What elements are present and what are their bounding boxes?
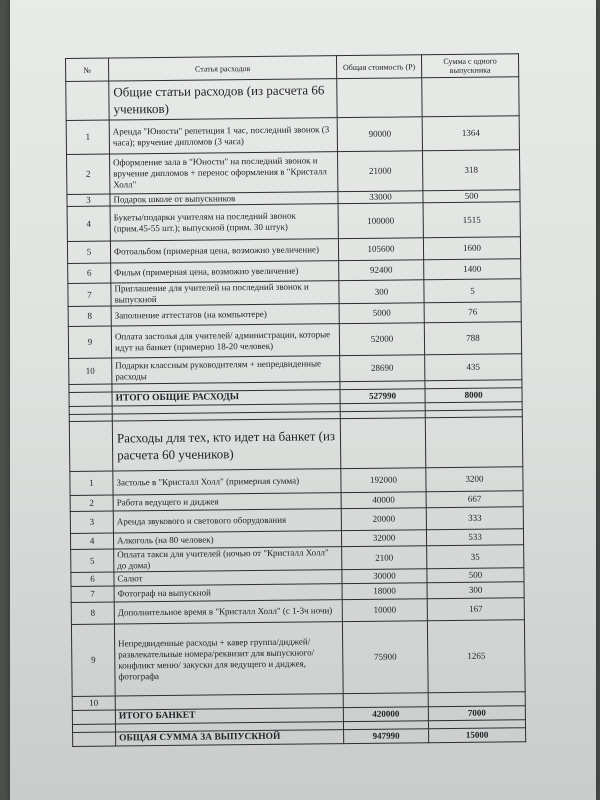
row-total-cost: 33000 xyxy=(338,191,423,204)
grand-total-cost: 947990 xyxy=(344,729,429,744)
row-number: 6 xyxy=(68,263,111,283)
row-number: 3 xyxy=(70,511,113,533)
row-number: 7 xyxy=(71,586,114,602)
cell xyxy=(69,392,112,406)
row-item: Алкоголь (на 80 человек) xyxy=(113,531,341,549)
section2-title-row xyxy=(69,417,522,472)
document-page xyxy=(65,53,526,747)
row-item: Оплата такси для учителей (ночью от "Кристалл Холл" до дома) xyxy=(114,547,342,572)
section2-total-per: 7000 xyxy=(428,706,525,721)
row-number: 6 xyxy=(71,572,114,586)
row-total-cost: 300 xyxy=(339,280,424,304)
header-num: № xyxy=(66,58,109,81)
section1-total-cost: 527990 xyxy=(340,389,425,404)
row-item: Фильм (примерная цена, возможно увеличение) xyxy=(111,261,339,283)
row-item: Фотоальбом (примерная цена, возможно увеличение) xyxy=(110,239,338,263)
row-total-cost: 52000 xyxy=(339,323,424,356)
row-number: 10 xyxy=(69,358,112,384)
table-row xyxy=(67,202,520,242)
row-per-grad: 1600 xyxy=(423,237,520,260)
row-item: Подарки классным руководителям + непредвиденные расходы xyxy=(112,356,340,384)
row-item: Подарок школе от выпускников xyxy=(110,192,338,206)
row-number: 4 xyxy=(67,206,110,241)
row-item: Приглашение для учителей на последний звонок и выпускной xyxy=(111,281,339,306)
section2-total-cost: 420000 xyxy=(343,707,428,722)
row-number: 1 xyxy=(66,120,109,154)
section1-total-per: 8000 xyxy=(425,388,522,403)
row-per-grad: 76 xyxy=(424,302,521,323)
row-per-grad: 167 xyxy=(427,598,524,621)
row-per-grad: 318 xyxy=(422,150,519,191)
row-total-cost: 30000 xyxy=(342,569,427,584)
row-item: Оплата застолья для учителей/ администрации, которые идут на банкет (примерно 18-20 человек) xyxy=(111,324,339,358)
row-item: Оформление зала в "Юности" на последний звонок и вручение дипломов + перенос оформления в "Кристалл Холл" xyxy=(110,152,338,194)
row-item: Непредвиденные расходы + кавер группа/диджей/развлекательные номера/реквизит для выпускного/ конфликт меню/ закуски для ведущего и диджея, фотографа xyxy=(114,622,343,696)
row-total-cost: 5000 xyxy=(339,303,424,324)
row-per-grad: 500 xyxy=(423,190,520,203)
row-total-cost: 92400 xyxy=(339,260,424,281)
row-item: Дополнительное время в "Кристалл Холл" (с 1-3ч ночи) xyxy=(114,600,342,624)
row-per-grad xyxy=(428,692,525,707)
section2-title: Расходы для тех, кто идет на банкет (из расчета 60 учеников) xyxy=(112,419,341,471)
section1-total-label: ИТОГО ОБЩИЕ РАСХОДЫ xyxy=(112,390,340,406)
cell xyxy=(72,710,115,724)
table-row xyxy=(67,150,520,195)
row-item: Заполнение аттестатов (на компьютере) xyxy=(111,304,339,326)
row-total-cost: 21000 xyxy=(337,151,422,192)
row-number: 2 xyxy=(67,154,110,194)
header-item: Статья расходов xyxy=(109,56,337,81)
row-number: 10 xyxy=(72,696,115,710)
row-total-cost: 75900 xyxy=(342,621,428,694)
row-total-cost: 32000 xyxy=(341,530,426,547)
section1-title-row xyxy=(66,77,519,121)
row-per-grad: 333 xyxy=(426,507,523,530)
row-total-cost: 28690 xyxy=(340,355,425,382)
row-total-cost xyxy=(343,693,428,708)
row-number: 9 xyxy=(68,326,111,358)
cell xyxy=(66,81,109,120)
row-per-grad: 667 xyxy=(426,491,523,508)
table-row xyxy=(71,620,525,697)
cell xyxy=(425,417,523,468)
row-item: Букеты/подарки учителям на последний звонок (прим.45-55 шт.); выпускной (прим. 30 штук) xyxy=(110,204,338,241)
row-per-grad: 300 xyxy=(427,582,524,599)
row-item: Застолье в "Кристалл Холл" (примерная сумма) xyxy=(113,469,341,495)
row-item: Фотограф на выпускной xyxy=(114,584,342,602)
section1-title: Общие статьи расходов (из расчета 66 учеников) xyxy=(109,79,337,120)
row-total-cost: 192000 xyxy=(341,468,426,493)
cell xyxy=(422,77,519,117)
row-total-cost: 90000 xyxy=(337,117,422,152)
row-item: Салют xyxy=(114,570,342,586)
row-total-cost: 18000 xyxy=(342,583,427,600)
section1-body xyxy=(66,77,526,747)
paper-sheet xyxy=(10,0,596,800)
row-item: Аренда "Юности" репетиция 1 час, последний звонок (3 часа); вручение дипломов (3 часа) xyxy=(109,118,337,154)
row-per-grad: 35 xyxy=(427,545,524,569)
cell xyxy=(340,418,426,469)
row-per-grad: 533 xyxy=(426,529,523,546)
grand-total-label: ОБЩАЯ СУММА ЗА ВЫПУСКНОЙ xyxy=(116,730,344,746)
row-total-cost: 40000 xyxy=(341,492,426,509)
expense-table xyxy=(65,53,526,747)
row-total-cost: 100000 xyxy=(338,203,423,239)
row-per-grad: 435 xyxy=(425,354,522,381)
header-total-cost: Общая стоимость (Р) xyxy=(336,55,421,79)
row-per-grad: 788 xyxy=(424,322,521,355)
row-number: 8 xyxy=(71,602,114,624)
row-total-cost: 2100 xyxy=(342,546,427,570)
section2-total-label: ИТОГО БАНКЕТ xyxy=(115,708,343,724)
row-per-grad: 500 xyxy=(427,568,524,583)
row-total-cost: 20000 xyxy=(341,508,426,531)
row-total-cost: 105600 xyxy=(338,238,423,261)
row-per-grad: 1364 xyxy=(422,116,519,151)
cell xyxy=(69,421,113,471)
row-number: 2 xyxy=(70,495,113,511)
row-per-grad: 1515 xyxy=(423,202,520,238)
cell xyxy=(73,732,116,746)
row-item: Работа ведущего и диджея xyxy=(113,493,341,511)
row-number: 1 xyxy=(70,471,113,495)
row-per-grad: 3200 xyxy=(426,467,523,492)
cell xyxy=(337,78,422,118)
row-per-grad: 1400 xyxy=(424,259,521,280)
table-row xyxy=(66,116,519,155)
row-per-grad: 1265 xyxy=(427,620,525,693)
row-number: 4 xyxy=(70,533,113,549)
row-number: 8 xyxy=(68,306,111,326)
row-number: 5 xyxy=(67,241,110,263)
row-number: 7 xyxy=(68,283,111,306)
table-row xyxy=(68,322,521,359)
row-number: 3 xyxy=(67,194,110,206)
row-per-grad: 5 xyxy=(424,279,521,303)
header-per-grad: Сумма с одного выпускника xyxy=(421,54,518,78)
row-item: Аренда звукового и светового оборудования xyxy=(113,509,341,533)
grand-total-per: 15000 xyxy=(429,728,526,743)
row-total-cost: 10000 xyxy=(342,599,427,622)
row-number: 5 xyxy=(71,549,114,572)
row-number: 9 xyxy=(71,624,115,696)
